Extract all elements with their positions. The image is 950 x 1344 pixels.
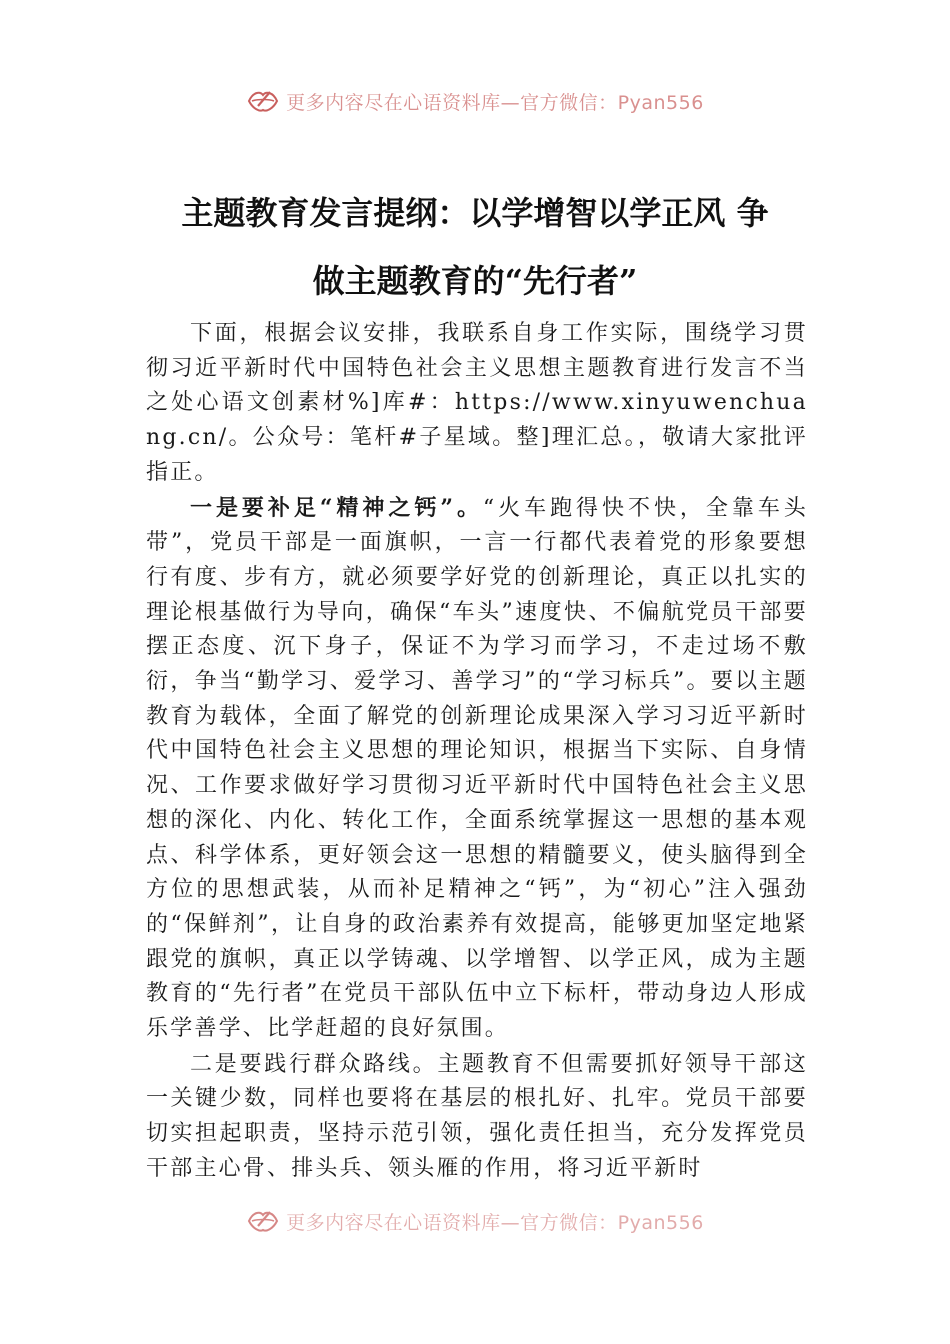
lips-logo-icon: [246, 86, 280, 116]
paragraph-point-1: [146, 491, 808, 1047]
paragraph-lead: 一是要补足“精神之钙”。: [190, 494, 483, 521]
watermark-footer: [0, 1206, 950, 1236]
paragraph-text: 二是要践行群众路线。主题教育不但需要抓好领导干部这一关键少数，同样也要将在基层的根扎好、扎牢。党员干部要切实担起职责，坚持示范引领，强化责任担当，充分发挥党员干部主心骨、排头兵、领头雁的作用，将习近平新时: [146, 1051, 808, 1181]
lips-logo-icon: [246, 1206, 280, 1236]
watermark-text: 更多内容尽在心语资料库—官方微信：Pyan556: [286, 91, 704, 114]
document-title-line-2: 做主题教育的“先行者”: [312, 262, 638, 300]
paragraph-point-2: [146, 1047, 808, 1187]
paragraph-text: “火车跑得快不快，全靠车头带”，党员干部是一面旗帜，一言一行都代表着党的形象要想行有度、步有方，就必须要学好党的创新理论，真正以扎实的理论根基做行为导向，确保“车头”速度快、不偏航党员干部要摆正态度、沉下身子，保证不为学习而学习，不走过场不敷衍，争当“勤学习、爱学习、善学习”的“学习标兵”。要以主题教育为载体，全面了解党的创新理论成果深入学习习近平新时代中国特色社会主义思想的理论知识，根据当下实际、自身情况、工作要求做好学习贯彻习近平新时代中国特色社会主义思想的深化、内化、转化工作，全面系统掌握这一思想的基本观点、科学体系，更好领会这一思想的精髓要义，使头脑得到全方位的思想武装，从而补足精神之“钙”，为“初心”注入强劲的“保鲜剂”，让自身的政治素养有效提高，能够更加坚定地紧跟党的旗帜，真正以学铸魂、以学增智、以学正风，成为主题教育的“先行者”在党员干部队伍中立下标杆，带动身边人形成乐学善学、比学赶超的良好氛围。: [146, 495, 808, 1042]
watermark-header: [0, 86, 950, 116]
paragraph-text: 下面，根据会议安排，我联系自身工作实际，围绕学习贯彻习近平新时代中国特色社会主义思想主题教育进行发言不当之处心语文创素材%]库#：https://www.xinyuwenchuang.cn/。公众号：笔杆#子星域。整]理汇总。，敬请大家批评指正。: [146, 321, 808, 485]
document-body: [146, 316, 808, 1216]
document-title-line-1: 主题教育发言提纲：以学增智以学正风 争: [181, 194, 769, 232]
watermark-text: 更多内容尽在心语资料库—官方微信：Pyan556: [286, 1211, 704, 1234]
paragraph-intro: [146, 316, 808, 491]
